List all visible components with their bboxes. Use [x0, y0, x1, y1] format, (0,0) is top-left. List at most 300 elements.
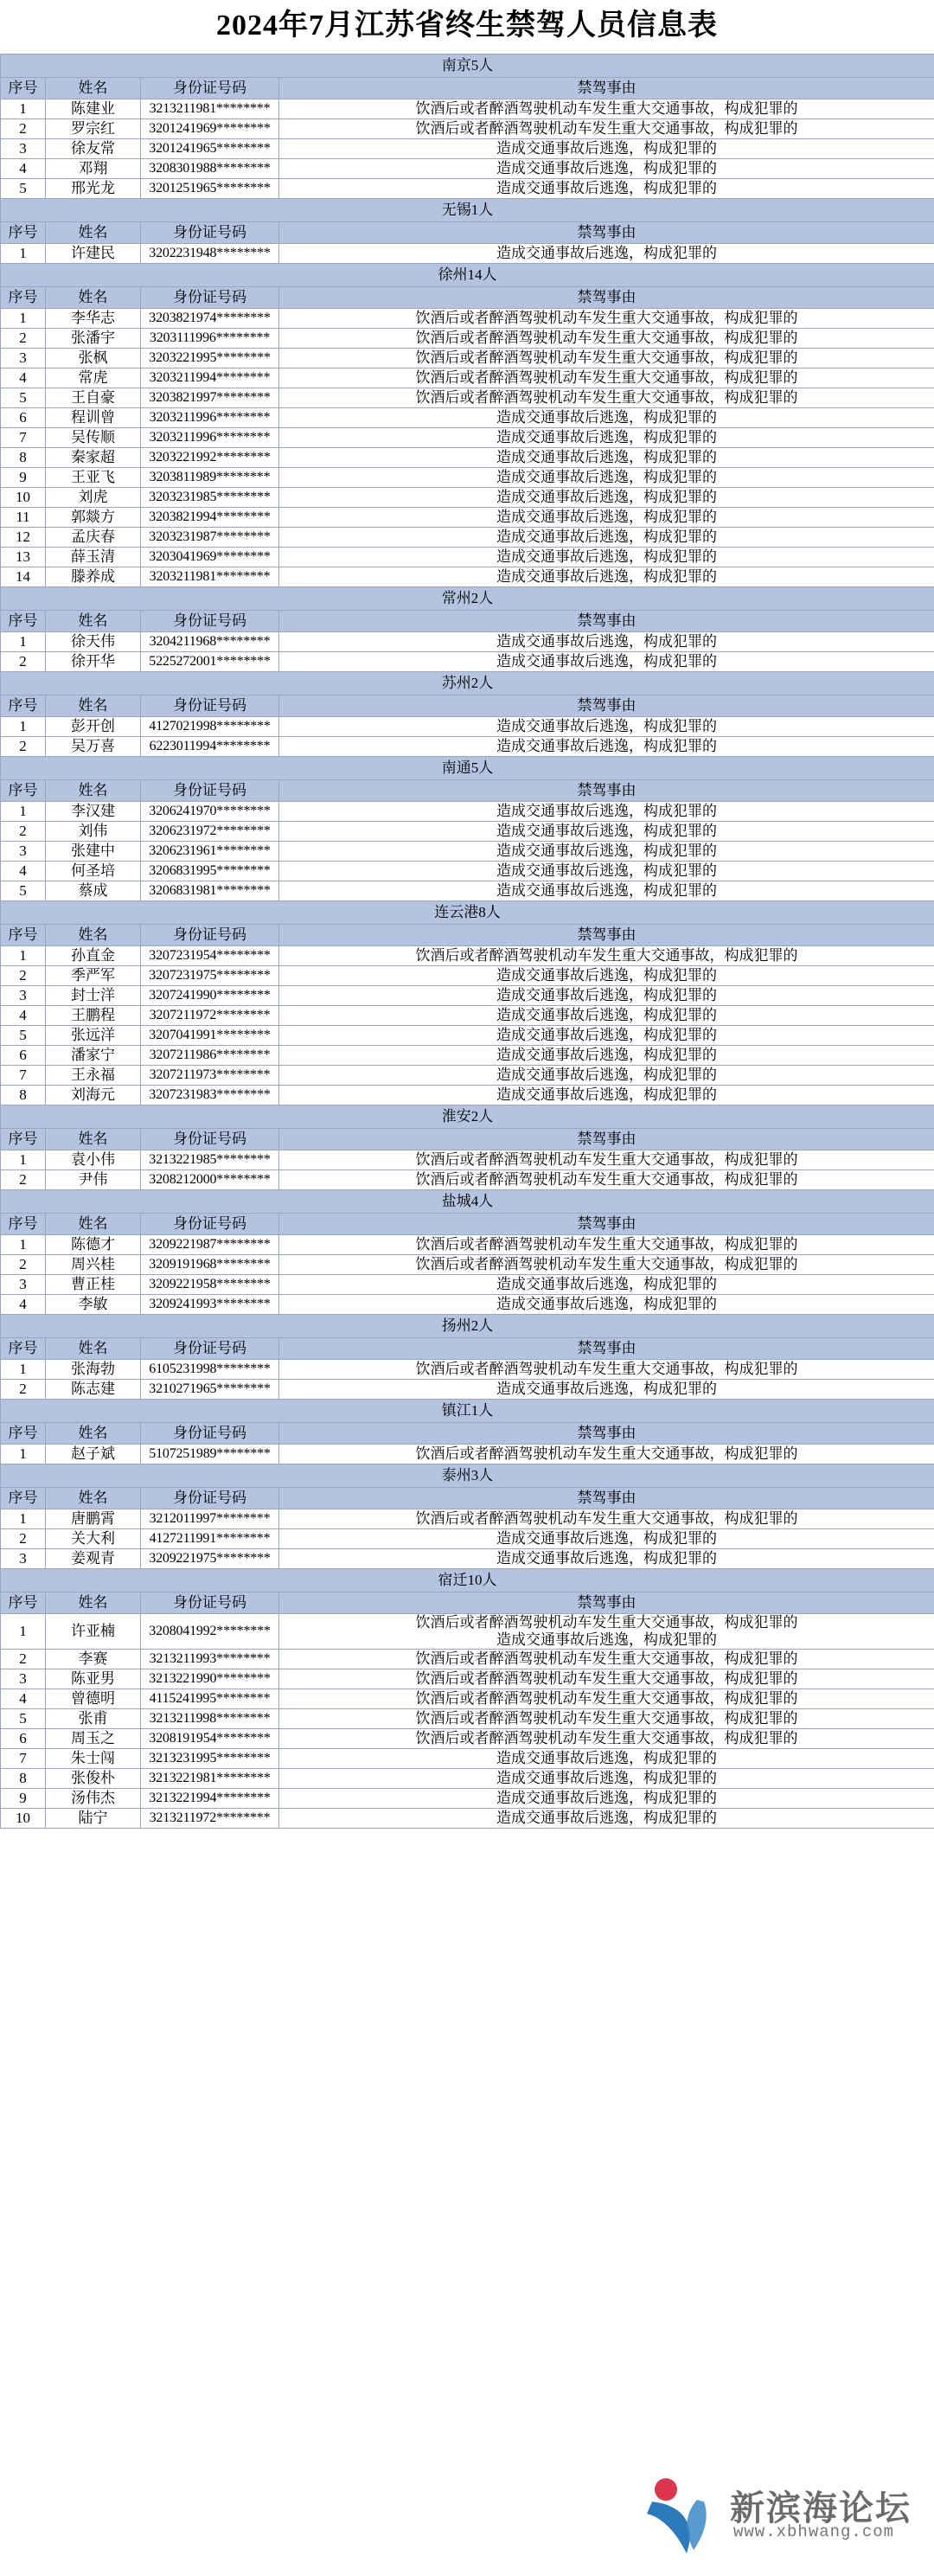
cell-index: 2	[1, 1255, 46, 1275]
cell-name: 刘伟	[46, 822, 141, 842]
cell-id-number: 3209221987********	[141, 1235, 279, 1255]
cell-index: 11	[1, 508, 46, 528]
column-header-reason: 禁驾事由	[279, 925, 934, 946]
column-header-reason: 禁驾事由	[279, 78, 934, 99]
watermark-text: 新滨海论坛	[730, 2489, 912, 2528]
cell-id-number: 3203211996********	[141, 408, 279, 428]
cell-name: 蔡成	[46, 881, 141, 901]
cell-reason: 造成交通事故后逃逸，构成犯罪的	[279, 1275, 934, 1295]
cell-id-number: 3203111996********	[141, 329, 279, 349]
cell-index: 5	[1, 179, 46, 199]
table-row	[1, 1669, 934, 1689]
cell-id-number: 3207211973********	[141, 1066, 279, 1086]
cell-id-number: 3203211981********	[141, 567, 279, 587]
city-label: 宿迁10人	[1, 1569, 934, 1592]
cell-id-number: 3203221992********	[141, 448, 279, 468]
cell-index: 1	[1, 1445, 46, 1464]
column-header-id: 身份证号码	[141, 611, 279, 632]
cell-id-number: 4127211991********	[141, 1529, 279, 1549]
cell-name: 封士洋	[46, 986, 141, 1006]
cell-reason: 造成交通事故后逃逸，构成犯罪的	[279, 1295, 934, 1315]
cell-id-number: 3203211994********	[141, 368, 279, 388]
cell-name: 程训曾	[46, 408, 141, 428]
city-section-header	[1, 54, 934, 78]
cell-reason: 饮酒后或者醉酒驾驶机动车发生重大交通事故，构成犯罪的	[279, 1509, 934, 1529]
cell-reason: 造成交通事故后逃逸，构成犯罪的	[279, 717, 934, 737]
cell-id-number: 3203821997********	[141, 388, 279, 408]
cell-id-number: 3213211972********	[141, 1809, 279, 1829]
cell-reason: 饮酒后或者醉酒驾驶机动车发生重大交通事故，构成犯罪的	[279, 1235, 934, 1255]
cell-index: 10	[1, 1809, 46, 1829]
cell-index: 1	[1, 99, 46, 119]
cell-reason: 饮酒后或者醉酒驾驶机动车发生重大交通事故，构成犯罪的	[279, 1689, 934, 1709]
cell-id-number: 3209221958********	[141, 1275, 279, 1295]
cell-name: 刘虎	[46, 488, 141, 508]
cell-id-number: 3208191954********	[141, 1729, 279, 1749]
cell-reason: 造成交通事故后逃逸，构成犯罪的	[279, 986, 934, 1006]
column-header-index: 序号	[1, 1338, 46, 1360]
city-section-header	[1, 757, 934, 780]
city-section-header	[1, 1315, 934, 1338]
cell-reason: 造成交通事故后逃逸，构成犯罪的	[279, 1529, 934, 1549]
cell-reason: 造成交通事故后逃逸，构成犯罪的	[279, 822, 934, 842]
table-row	[1, 388, 934, 408]
ban-list-table	[0, 54, 934, 1829]
column-header-name: 姓名	[46, 695, 141, 717]
column-header-reason: 禁驾事由	[279, 222, 934, 244]
cell-name: 刘海元	[46, 1086, 141, 1105]
table-row	[1, 1689, 934, 1709]
table-row	[1, 1086, 934, 1105]
cell-reason: 造成交通事故后逃逸，构成犯罪的	[279, 966, 934, 986]
column-header-id: 身份证号码	[141, 1488, 279, 1509]
cell-reason: 造成交通事故后逃逸，构成犯罪的	[279, 1006, 934, 1026]
cell-index: 8	[1, 448, 46, 468]
table-row	[1, 1275, 934, 1295]
table-row	[1, 1360, 934, 1380]
table-row	[1, 428, 934, 448]
cell-index: 9	[1, 468, 46, 488]
table-row	[1, 244, 934, 264]
cell-name: 尹伟	[46, 1170, 141, 1190]
cell-name: 张建中	[46, 842, 141, 862]
column-header-name: 姓名	[46, 1488, 141, 1509]
table-row	[1, 1509, 934, 1529]
cell-id-number: 3203221995********	[141, 349, 279, 368]
cell-name: 李华志	[46, 309, 141, 329]
table-row	[1, 488, 934, 508]
city-section-header	[1, 587, 934, 611]
cell-reason: 饮酒后或者醉酒驾驶机动车发生重大交通事故，构成犯罪的	[279, 1170, 934, 1190]
cell-name: 王自豪	[46, 388, 141, 408]
cell-name: 姜观青	[46, 1549, 141, 1569]
cell-id-number: 3213221994********	[141, 1789, 279, 1809]
column-header-index: 序号	[1, 1488, 46, 1509]
cell-reason: 造成交通事故后逃逸，构成犯罪的	[279, 567, 934, 587]
cell-id-number: 3203211996********	[141, 428, 279, 448]
cell-id-number: 3206231972********	[141, 822, 279, 842]
cell-id-number: 3213231995********	[141, 1749, 279, 1769]
table-row	[1, 1255, 934, 1275]
table-row	[1, 1046, 934, 1066]
column-header-row	[1, 1592, 934, 1614]
column-header-index: 序号	[1, 287, 46, 309]
column-header-reason: 禁驾事由	[279, 780, 934, 802]
cell-id-number: 3206231961********	[141, 842, 279, 862]
cell-index: 2	[1, 329, 46, 349]
cell-name: 陆宁	[46, 1809, 141, 1829]
table-row	[1, 119, 934, 139]
cell-index: 6	[1, 1729, 46, 1749]
reason-line: 造成交通事故后逃逸，构成犯罪的	[496, 1631, 717, 1648]
cell-name: 朱士闯	[46, 1749, 141, 1769]
table-row	[1, 448, 934, 468]
cell-id-number: 3207241990********	[141, 986, 279, 1006]
cell-id-number: 3207211972********	[141, 1006, 279, 1026]
cell-name: 唐鹏霄	[46, 1509, 141, 1529]
column-header-id: 身份证号码	[141, 1129, 279, 1150]
table-row	[1, 822, 934, 842]
cell-reason: 造成交通事故后逃逸，构成犯罪的	[279, 139, 934, 159]
city-section-header	[1, 1105, 934, 1129]
cell-name: 曾德明	[46, 1689, 141, 1709]
cell-reason: 饮酒后或者醉酒驾驶机动车发生重大交通事故，构成犯罪的	[279, 349, 934, 368]
cell-index: 12	[1, 528, 46, 548]
column-header-reason: 禁驾事由	[279, 287, 934, 309]
cell-name: 薛玉清	[46, 548, 141, 567]
cell-name: 孟庆春	[46, 528, 141, 548]
cell-reason: 造成交通事故后逃逸，构成犯罪的	[279, 1769, 934, 1789]
cell-index: 5	[1, 1026, 46, 1046]
cell-id-number: 3213221985********	[141, 1150, 279, 1170]
column-header-name: 姓名	[46, 1338, 141, 1360]
cell-name: 邢光龙	[46, 179, 141, 199]
cell-id-number: 6223011994********	[141, 737, 279, 757]
cell-id-number: 3212011997********	[141, 1509, 279, 1529]
table-row	[1, 1789, 934, 1809]
city-label: 徐州14人	[1, 264, 934, 287]
cell-id-number: 3207231975********	[141, 966, 279, 986]
cell-index: 14	[1, 567, 46, 587]
cell-name: 吴传顺	[46, 428, 141, 448]
column-header-name: 姓名	[46, 925, 141, 946]
city-section-header	[1, 672, 934, 695]
table-row	[1, 1529, 934, 1549]
cell-reason: 造成交通事故后逃逸，构成犯罪的	[279, 468, 934, 488]
city-label: 泰州3人	[1, 1464, 934, 1488]
cell-reason: 饮酒后或者醉酒驾驶机动车发生重大交通事故，构成犯罪的	[279, 1150, 934, 1170]
cell-id-number: 3210271965********	[141, 1380, 279, 1400]
cell-id-number: 3203231987********	[141, 528, 279, 548]
cell-reason: 饮酒后或者醉酒驾驶机动车发生重大交通事故，构成犯罪的	[279, 1709, 934, 1729]
cell-reason: 造成交通事故后逃逸，构成犯罪的	[279, 737, 934, 757]
cell-reason: 造成交通事故后逃逸，构成犯罪的	[279, 1046, 934, 1066]
table-row	[1, 842, 934, 862]
cell-index: 2	[1, 652, 46, 672]
cell-reason: 饮酒后或者醉酒驾驶机动车发生重大交通事故，构成犯罪的	[279, 1360, 934, 1380]
cell-id-number: 4115241995********	[141, 1689, 279, 1709]
column-header-id: 身份证号码	[141, 78, 279, 99]
cell-name: 张枫	[46, 349, 141, 368]
table-body	[1, 54, 934, 1829]
cell-reason: 造成交通事故后逃逸，构成犯罪的	[279, 1549, 934, 1569]
table-row	[1, 737, 934, 757]
cell-index: 2	[1, 1529, 46, 1549]
cell-name: 李敏	[46, 1295, 141, 1315]
column-header-reason: 禁驾事由	[279, 1423, 934, 1445]
cell-index: 3	[1, 842, 46, 862]
column-header-name: 姓名	[46, 222, 141, 244]
cell-reason: 饮酒后或者醉酒驾驶机动车发生重大交通事故，构成犯罪的	[279, 1255, 934, 1275]
cell-name: 张俊朴	[46, 1769, 141, 1789]
table-row	[1, 1295, 934, 1315]
cell-name: 周玉之	[46, 1729, 141, 1749]
cell-id-number: 3202231948********	[141, 244, 279, 264]
cell-reason: 造成交通事故后逃逸，构成犯罪的	[279, 652, 934, 672]
cell-index: 3	[1, 349, 46, 368]
cell-index: 1	[1, 244, 46, 264]
table-row	[1, 1445, 934, 1464]
cell-reason: 饮酒后或者醉酒驾驶机动车发生重大交通事故，构成犯罪的	[279, 1445, 934, 1464]
cell-index: 8	[1, 1769, 46, 1789]
table-row	[1, 548, 934, 567]
column-header-reason: 禁驾事由	[279, 1488, 934, 1509]
city-label: 苏州2人	[1, 672, 934, 695]
city-section-header	[1, 199, 934, 222]
cell-reason: 饮酒后或者醉酒驾驶机动车发生重大交通事故，构成犯罪的	[279, 1650, 934, 1669]
column-header-index: 序号	[1, 1423, 46, 1445]
table-row	[1, 986, 934, 1006]
cell-index: 13	[1, 548, 46, 567]
table-row	[1, 802, 934, 822]
cell-reason: 造成交通事故后逃逸，构成犯罪的	[279, 428, 934, 448]
column-header-row	[1, 925, 934, 946]
cell-index: 1	[1, 717, 46, 737]
city-label: 镇江1人	[1, 1400, 934, 1423]
cell-reason: 造成交通事故后逃逸，构成犯罪的	[279, 1086, 934, 1105]
column-header-row	[1, 611, 934, 632]
cell-id-number: 3209221975********	[141, 1549, 279, 1569]
column-header-name: 姓名	[46, 1129, 141, 1150]
column-header-id: 身份证号码	[141, 780, 279, 802]
cell-id-number: 3201241965********	[141, 139, 279, 159]
cell-name: 徐天伟	[46, 632, 141, 652]
column-header-id: 身份证号码	[141, 1423, 279, 1445]
cell-id-number: 3213221990********	[141, 1669, 279, 1689]
forum-logo-icon	[637, 2476, 726, 2555]
column-header-id: 身份证号码	[141, 287, 279, 309]
cell-name: 孙直金	[46, 946, 141, 966]
cell-index: 10	[1, 488, 46, 508]
cell-index: 3	[1, 986, 46, 1006]
table-row	[1, 1809, 934, 1829]
column-header-row	[1, 287, 934, 309]
column-header-id: 身份证号码	[141, 695, 279, 717]
column-header-row	[1, 1338, 934, 1360]
cell-name: 许建民	[46, 244, 141, 264]
cell-id-number: 3206831995********	[141, 862, 279, 881]
cell-reason: 饮酒后或者醉酒驾驶机动车发生重大交通事故，构成犯罪的	[279, 309, 934, 329]
cell-index: 1	[1, 1150, 46, 1170]
column-header-name: 姓名	[46, 1214, 141, 1235]
cell-id-number: 3203811989********	[141, 468, 279, 488]
cell-reason: 造成交通事故后逃逸，构成犯罪的	[279, 179, 934, 199]
cell-id-number: 3203821974********	[141, 309, 279, 329]
table-row	[1, 99, 934, 119]
cell-index: 2	[1, 119, 46, 139]
cell-id-number: 3208212000********	[141, 1170, 279, 1190]
cell-reason: 造成交通事故后逃逸，构成犯罪的	[279, 632, 934, 652]
table-row	[1, 349, 934, 368]
cell-index: 6	[1, 1046, 46, 1066]
cell-id-number: 3206831981********	[141, 881, 279, 901]
cell-reason: 造成交通事故后逃逸，构成犯罪的	[279, 508, 934, 528]
cell-index: 1	[1, 946, 46, 966]
cell-reason: 饮酒后或者醉酒驾驶机动车发生重大交通事故，构成犯罪的	[279, 1729, 934, 1749]
table-row	[1, 309, 934, 329]
table-row	[1, 881, 934, 901]
cell-index: 4	[1, 1006, 46, 1026]
cell-id-number: 6105231998********	[141, 1360, 279, 1380]
table-row	[1, 567, 934, 587]
column-header-index: 序号	[1, 1129, 46, 1150]
column-header-id: 身份证号码	[141, 222, 279, 244]
cell-id-number: 3201251965********	[141, 179, 279, 199]
table-row	[1, 1380, 934, 1400]
city-section-header	[1, 901, 934, 925]
page-title: 2024年7月江苏省终生禁驾人员信息表	[216, 10, 718, 42]
cell-id-number: 3203041969********	[141, 548, 279, 567]
cell-name: 曹正桂	[46, 1275, 141, 1295]
city-label: 淮安2人	[1, 1105, 934, 1129]
cell-index: 3	[1, 1275, 46, 1295]
column-header-name: 姓名	[46, 1592, 141, 1614]
cell-reason: 造成交通事故后逃逸，构成犯罪的	[279, 1789, 934, 1809]
table-row	[1, 368, 934, 388]
cell-name: 李汉建	[46, 802, 141, 822]
cell-name: 关大利	[46, 1529, 141, 1549]
cell-index: 4	[1, 862, 46, 881]
column-header-row	[1, 1129, 934, 1150]
table-row	[1, 1769, 934, 1789]
cell-reason: 饮酒后或者醉酒驾驶机动车发生重大交通事故，构成犯罪的	[279, 388, 934, 408]
column-header-row	[1, 1488, 934, 1509]
column-header-row	[1, 1423, 934, 1445]
column-header-row	[1, 78, 934, 99]
cell-id-number: 5107251989********	[141, 1445, 279, 1464]
cell-name: 秦家超	[46, 448, 141, 468]
cell-reason: 造成交通事故后逃逸，构成犯罪的	[279, 1380, 934, 1400]
cell-reason: 造成交通事故后逃逸，构成犯罪的	[279, 1809, 934, 1829]
cell-index: 2	[1, 1650, 46, 1669]
table-row	[1, 468, 934, 488]
cell-id-number: 3213211993********	[141, 1650, 279, 1669]
cell-id-number: 3206241970********	[141, 802, 279, 822]
cell-name: 滕养成	[46, 567, 141, 587]
cell-id-number: 3207211986********	[141, 1046, 279, 1066]
cell-name: 许亚楠	[46, 1614, 141, 1650]
cell-index: 8	[1, 1086, 46, 1105]
city-section-header	[1, 1464, 934, 1488]
cell-reason: 饮酒后或者醉酒驾驶机动车发生重大交通事故，构成犯罪的	[279, 946, 934, 966]
cell-index: 2	[1, 1170, 46, 1190]
table-row	[1, 1170, 934, 1190]
city-label: 南京5人	[1, 54, 934, 78]
cell-name: 潘家宁	[46, 1046, 141, 1066]
cell-name: 徐开华	[46, 652, 141, 672]
cell-name: 何圣培	[46, 862, 141, 881]
table-row	[1, 862, 934, 881]
city-label: 盐城4人	[1, 1190, 934, 1214]
column-header-index: 序号	[1, 1592, 46, 1614]
column-header-reason: 禁驾事由	[279, 1592, 934, 1614]
column-header-index: 序号	[1, 695, 46, 717]
cell-index: 5	[1, 1709, 46, 1729]
cell-id-number: 3209241993********	[141, 1295, 279, 1315]
cell-index: 3	[1, 1669, 46, 1689]
table-row	[1, 408, 934, 428]
cell-index: 2	[1, 966, 46, 986]
cell-reason: 造成交通事故后逃逸，构成犯罪的	[279, 408, 934, 428]
table-row	[1, 159, 934, 179]
cell-id-number: 3203231985********	[141, 488, 279, 508]
cell-id-number: 3204211968********	[141, 632, 279, 652]
table-row	[1, 528, 934, 548]
cell-name: 王永福	[46, 1066, 141, 1086]
column-header-name: 姓名	[46, 1423, 141, 1445]
table-row	[1, 139, 934, 159]
cell-reason: 造成交通事故后逃逸，构成犯罪的	[279, 802, 934, 822]
cell-name: 吴万喜	[46, 737, 141, 757]
column-header-index: 序号	[1, 611, 46, 632]
cell-name: 张潘宇	[46, 329, 141, 349]
cell-id-number: 3208041992********	[141, 1614, 279, 1650]
cell-name: 王鹏程	[46, 1006, 141, 1026]
cell-index: 3	[1, 1549, 46, 1569]
cell-index: 1	[1, 632, 46, 652]
cell-reason: 造成交通事故后逃逸，构成犯罪的	[279, 548, 934, 567]
column-header-reason: 禁驾事由	[279, 1129, 934, 1150]
table-row	[1, 1709, 934, 1729]
column-header-row	[1, 222, 934, 244]
cell-index: 2	[1, 737, 46, 757]
column-header-index: 序号	[1, 780, 46, 802]
column-header-id: 身份证号码	[141, 1592, 279, 1614]
cell-reason: 造成交通事故后逃逸，构成犯罪的	[279, 528, 934, 548]
table-row	[1, 632, 934, 652]
cell-name: 陈德才	[46, 1235, 141, 1255]
table-row	[1, 1150, 934, 1170]
cell-name: 张海勃	[46, 1360, 141, 1380]
cell-name: 周兴桂	[46, 1255, 141, 1275]
cell-name: 陈志建	[46, 1380, 141, 1400]
cell-index: 1	[1, 309, 46, 329]
cell-id-number: 3208301988********	[141, 159, 279, 179]
cell-id-number: 3203821994********	[141, 508, 279, 528]
cell-reason: 饮酒后或者醉酒驾驶机动车发生重大交通事故，构成犯罪的	[279, 119, 934, 139]
column-header-row	[1, 780, 934, 802]
cell-reason: 饮酒后或者醉酒驾驶机动车发生重大交通事故，构成犯罪的	[279, 99, 934, 119]
cell-name: 季严军	[46, 966, 141, 986]
cell-index: 4	[1, 1295, 46, 1315]
cell-reason	[279, 1614, 934, 1650]
cell-reason: 造成交通事故后逃逸，构成犯罪的	[279, 1066, 934, 1086]
column-header-row	[1, 695, 934, 717]
cell-index: 4	[1, 159, 46, 179]
cell-name: 王亚飞	[46, 468, 141, 488]
cell-name: 郭燚方	[46, 508, 141, 528]
table-row	[1, 717, 934, 737]
